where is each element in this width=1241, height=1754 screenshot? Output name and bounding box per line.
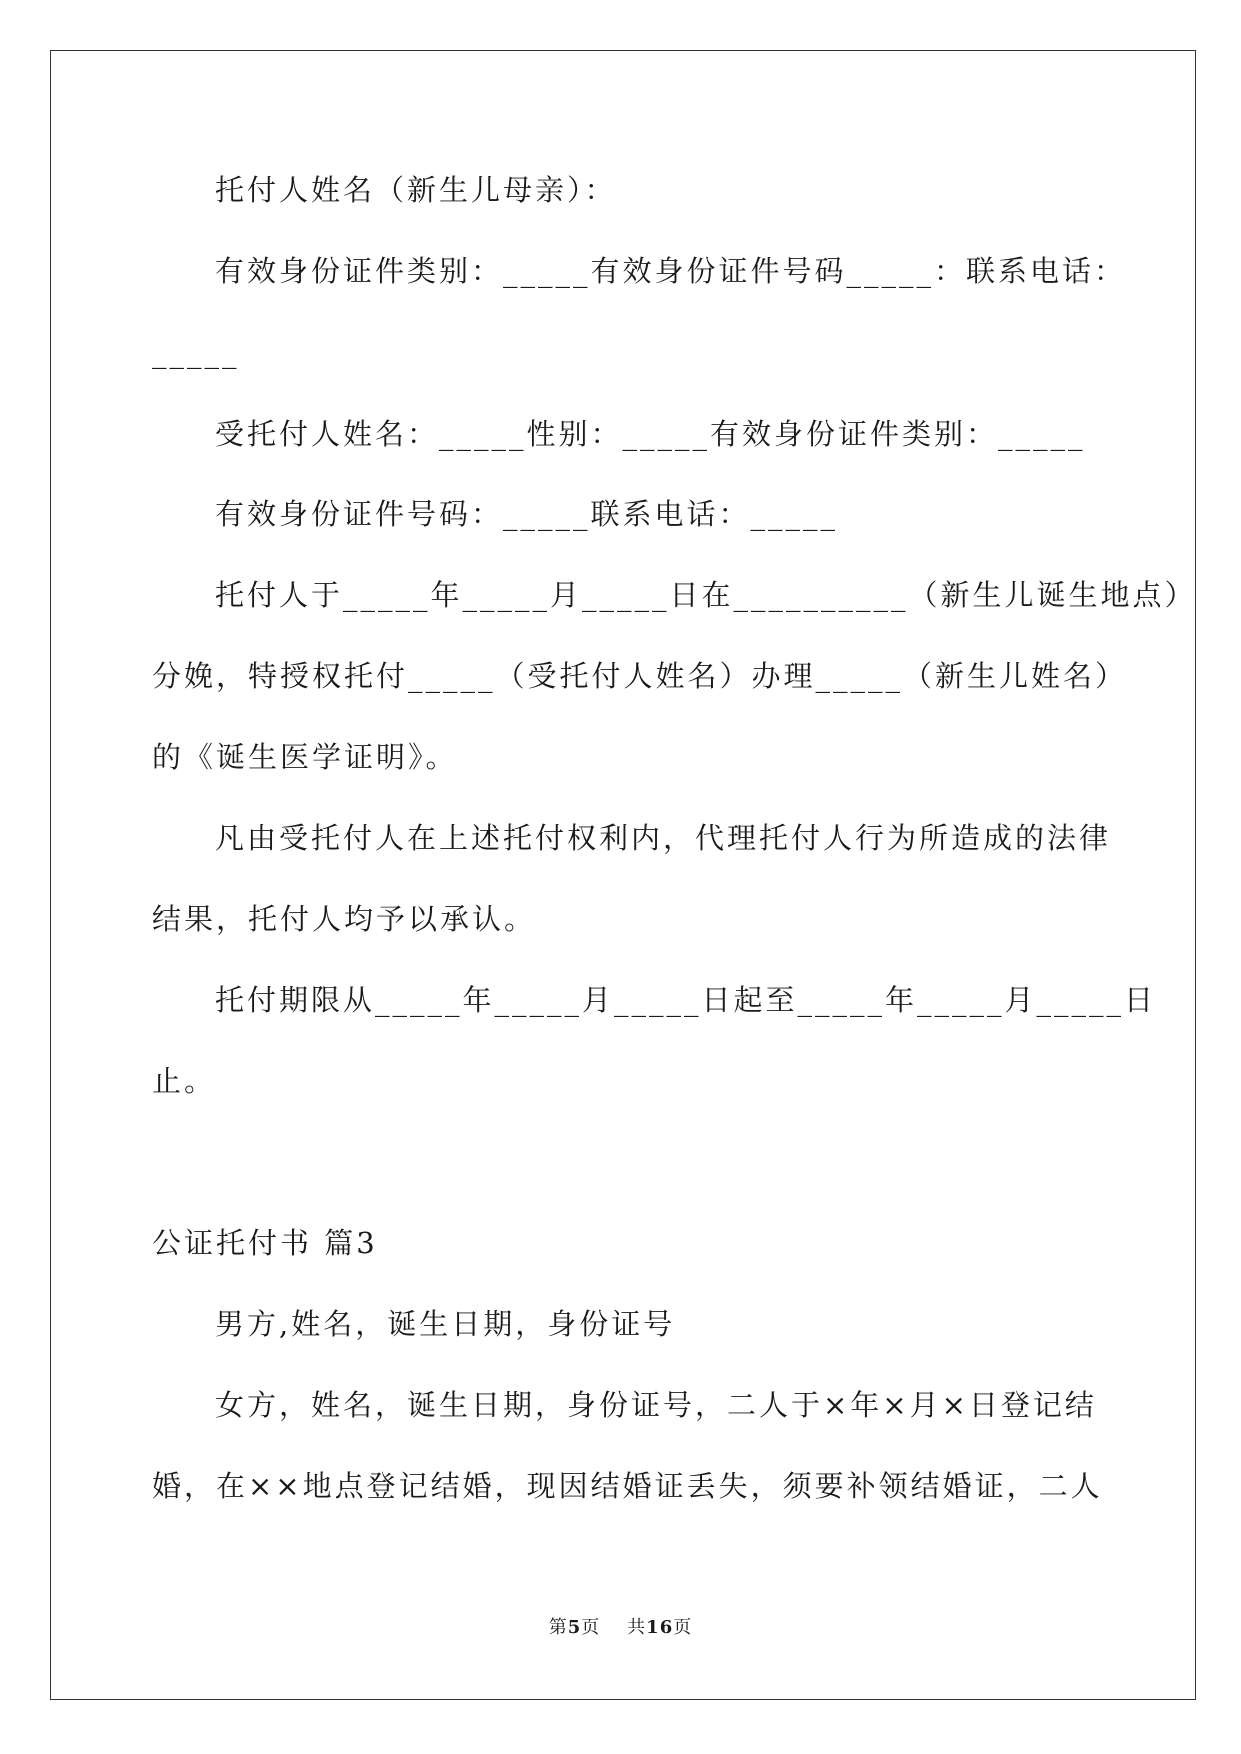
text-line-12: 止。 xyxy=(152,1064,217,1098)
text-line-6: 托付人于_____年_____月_____日在__________（新生儿诞生地点） xyxy=(215,578,1197,612)
text-line-16: 婚，在××地点登记结婚，现因结婚证丢失，须要补领结婚证，二人 xyxy=(152,1469,1103,1503)
page-border xyxy=(50,50,1196,1700)
page-footer xyxy=(0,1616,1241,1640)
text-line-7: 分娩，特授权托付_____（受托付人姓名）办理_____（新生儿姓名） xyxy=(152,659,1128,693)
footer-page-suffix: 页 xyxy=(581,1617,601,1638)
footer-page-number: 5 xyxy=(567,1617,582,1638)
section-heading: 公证托付书 篇3 xyxy=(152,1226,378,1260)
text-line-1: 托付人姓名（新生儿母亲）： xyxy=(215,173,617,207)
footer-total-prefix: 共 xyxy=(627,1617,647,1638)
text-line-15: 女方，姓名，诞生日期，身份证号，二人于×年×月×日登记结 xyxy=(215,1388,1097,1422)
text-line-14: 男方,姓名，诞生日期，身份证号 xyxy=(215,1307,676,1341)
text-line-3: _____ xyxy=(152,335,240,369)
text-line-4: 受托付人姓名：_____性别：_____有效身份证件类别：_____ xyxy=(215,417,1086,451)
footer-total-suffix: 页 xyxy=(673,1617,693,1638)
text-line-9: 凡由受托付人在上述托付权利内，代理托付人行为所造成的法律 xyxy=(215,821,1112,855)
footer-prefix: 第 xyxy=(548,1617,568,1638)
text-line-11: 托付期限从_____年_____月_____日起至_____年_____月_____日 xyxy=(215,983,1157,1017)
text-line-10: 结果，托付人均予以承认。 xyxy=(152,902,537,936)
text-line-2: 有效身份证件类别：_____有效身份证件号码_____：联系电话： xyxy=(215,254,1127,288)
text-line-8: 的《诞生医学证明》。 xyxy=(152,740,458,774)
text-line-5: 有效身份证件号码：_____联系电话：_____ xyxy=(215,497,839,531)
footer-total-pages: 16 xyxy=(646,1617,674,1638)
